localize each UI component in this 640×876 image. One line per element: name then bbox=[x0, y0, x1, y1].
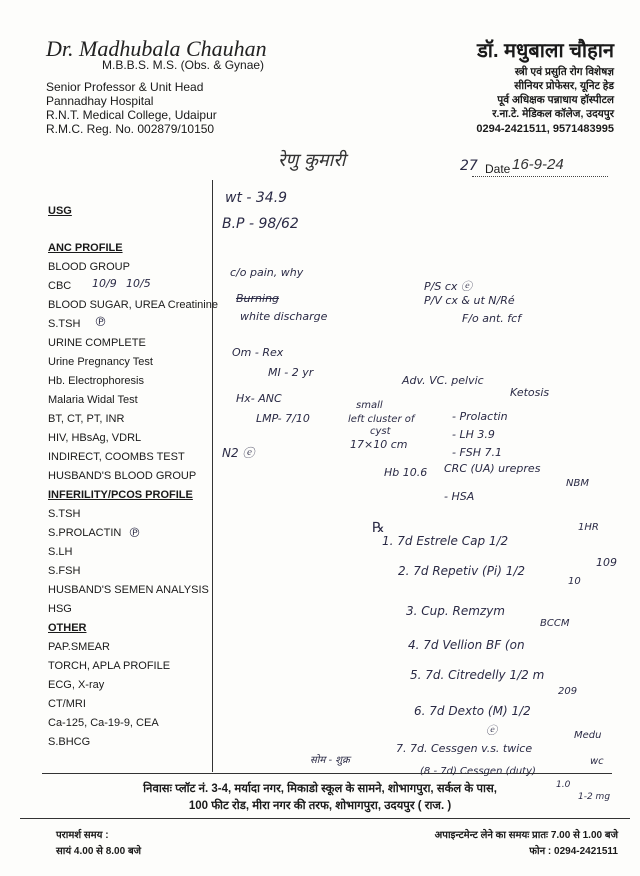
history-2: MI - 2 yr bbox=[268, 366, 314, 379]
rx-line-5-qty: 209 bbox=[558, 686, 578, 697]
consult-time: सायं 4.00 से 8.00 बजे bbox=[56, 846, 142, 857]
checklist-item: Malaria Widal Test bbox=[48, 394, 138, 406]
specialty-hindi: स्त्री एवं प्रसुति रोग विशेषज्ञ bbox=[514, 66, 614, 78]
doctor-header-hindi bbox=[424, 36, 614, 135]
advice-prolactin: - Prolactin bbox=[452, 410, 508, 423]
margin-note: N2 ⓔ bbox=[222, 446, 255, 460]
advice-2: Ketosis bbox=[510, 386, 550, 399]
checklist-item: ECG, X-ray bbox=[48, 679, 105, 691]
cbc-annotation-2: 10/5 bbox=[126, 277, 151, 290]
complaint-3: white discharge bbox=[240, 310, 328, 323]
rx-symbol: ℞ bbox=[372, 520, 385, 536]
history-1: Om - Rex bbox=[232, 346, 284, 359]
checklist-item: HSG bbox=[48, 603, 72, 615]
appointment-info bbox=[435, 828, 618, 860]
checklist-item: Ca-125, Ca-19-9, CEA bbox=[48, 717, 159, 729]
rx-line-3: 3. Cup. Remzym bbox=[406, 604, 505, 618]
exam-3: F/o ant. fcf bbox=[462, 312, 522, 325]
doctor-details-hindi bbox=[424, 65, 614, 121]
tsh-annotation: ℗ bbox=[94, 315, 107, 330]
complaint-1: c/o pain, why bbox=[230, 266, 304, 279]
college-hindi: र.ना.टे. मेडिकल कॉलेज, उदयपुर bbox=[492, 108, 614, 120]
rx-line-8-dose: 1.0 bbox=[556, 780, 571, 790]
doctor-name-english: Dr. Madhubala Chauhan bbox=[46, 36, 267, 61]
checklist-item: USG bbox=[48, 205, 72, 217]
rx-line-7-note-2: wc bbox=[590, 756, 604, 767]
checklist-item: INFERILITY/PCOS PROFILE bbox=[48, 489, 193, 501]
doctor-name-hindi: डॉ. मधुबाला चौहान bbox=[477, 40, 614, 62]
usg-note-1: small bbox=[356, 400, 383, 411]
date-prefix: 27 bbox=[460, 158, 478, 174]
address-line-2: 100 फीट रोड, मीरा नगर की तरफ, शोभागपुरा, उदयपुर ( राज. ) bbox=[188, 800, 452, 812]
rx-line-2: 2. 7d Repetiv (Pi) 1/2 bbox=[398, 564, 526, 578]
nbm-note: NBM bbox=[566, 478, 589, 489]
checklist-item: HUSBAND'S BLOOD GROUP bbox=[48, 470, 197, 482]
address-line-1: निवासः प्लॉट नं. 3-4, मर्यादा नगर, मिकाडो स्कूल के सामने, शोभागपुरा, सर्कल के पास, bbox=[143, 783, 497, 795]
checklist-item: Hb. Electrophoresis bbox=[48, 375, 144, 387]
exam-2: P/V cx & ut N/Ré bbox=[424, 294, 515, 307]
usg-note-4: 17×10 cm bbox=[350, 438, 408, 451]
rx-line-1: 1. 7d Estrele Cap 1/2 bbox=[382, 534, 509, 548]
exam-1: P/S cx ⓔ bbox=[424, 280, 472, 293]
hospital: Pannadhay Hospital bbox=[46, 94, 154, 108]
appointment-time: अपाइन्टमेन्ट लेने का समयः प्रातः 7.00 से 1.00 बजे bbox=[434, 830, 618, 841]
college: R.N.T. Medical College, Udaipur bbox=[46, 108, 217, 122]
hospital-hindi: पूर्व अधिक्षक पन्नाधाय हॉस्पीटल bbox=[497, 94, 614, 106]
rx-line-2-dose: 10 bbox=[568, 576, 581, 587]
date-underline bbox=[472, 176, 608, 177]
date-value: 16-9-24 bbox=[512, 156, 564, 173]
checklist-item: OTHER bbox=[48, 622, 87, 634]
checklist-item: BLOOD SUGAR, UREA Creatinine bbox=[48, 299, 218, 311]
patient-name: रेणु कुमारी bbox=[278, 150, 346, 171]
rx-line-2-qty: 109 bbox=[596, 556, 617, 569]
rx-line-7-note: Medu bbox=[574, 730, 602, 741]
checklist-item: S.TSH bbox=[48, 318, 81, 330]
checklist-item: BLOOD GROUP bbox=[48, 261, 130, 273]
rx-line-5: 5. 7d. Citredelly 1/2 m bbox=[410, 668, 545, 682]
history-3: Hx- ANC bbox=[236, 392, 282, 405]
hb-note: Hb 10.6 bbox=[384, 466, 428, 479]
advice-lh: - LH 3.9 bbox=[452, 428, 495, 441]
checklist-item: HIV, HBsAg, VDRL bbox=[48, 432, 142, 444]
cbc-annotation: 10/9 bbox=[92, 277, 117, 290]
footer-divider bbox=[20, 818, 630, 819]
rx-line-1-dose: 1HR bbox=[578, 522, 599, 533]
registration-number: R.M.C. Reg. No. 002879/10150 bbox=[46, 122, 215, 136]
clinic-phone: फोन : 0294-2421511 bbox=[529, 846, 618, 857]
weight-note: wt - 34.9 bbox=[225, 190, 288, 206]
rx-line-7: 7. 7d. Cessgen v.s. twice bbox=[396, 742, 533, 755]
rx-line-4: 4. 7d Vellion BF (on bbox=[408, 638, 525, 652]
column-divider bbox=[212, 180, 213, 772]
checklist-item: S.BHCG bbox=[48, 736, 91, 748]
doctor-phone: 0294-2421511, 9571483995 bbox=[476, 123, 614, 135]
designation: Senior Professor & Unit Head bbox=[46, 80, 204, 94]
checklist-item: BT, CT, PT, INR bbox=[48, 413, 125, 425]
doctor-degree: M.B.B.S. M.S. (Obs. & Gynae) bbox=[102, 58, 265, 72]
checklist-item: Urine Pregnancy Test bbox=[48, 356, 153, 368]
checklist-item: ANC PROFILE bbox=[48, 242, 123, 254]
rx-line-8-dose-2: 1-2 mg bbox=[578, 792, 611, 802]
rx-line-6-note: ⓔ bbox=[486, 724, 497, 737]
date-label: Date bbox=[485, 162, 511, 176]
history-4: LMP- 7/10 bbox=[256, 412, 310, 425]
rx-line-3-dose: BCCM bbox=[540, 618, 570, 629]
doctor-details-english bbox=[46, 80, 217, 136]
checklist-item: HUSBAND'S SEMEN ANALYSIS bbox=[48, 584, 209, 596]
usg-note-3: cyst bbox=[370, 426, 391, 437]
checklist-item: INDIRECT, COOMBS TEST bbox=[48, 451, 185, 463]
crc-note: CRC (UA) urepres bbox=[444, 462, 541, 475]
consultation-timing bbox=[56, 828, 141, 860]
checklist-item: URINE COMPLETE bbox=[48, 337, 146, 349]
complaint-2: Burning bbox=[236, 292, 280, 305]
day-note: सोम - शुक्र bbox=[310, 755, 350, 766]
checklist-item: S.LH bbox=[48, 546, 73, 558]
checklist-item: PAP.SMEAR bbox=[48, 641, 110, 653]
bp-note: B.P - 98/62 bbox=[222, 216, 299, 232]
checklist-item: CT/MRI bbox=[48, 698, 86, 710]
advice-fsh: - FSH 7.1 bbox=[452, 446, 503, 459]
advice-1: Adv. VC. pelvic bbox=[402, 374, 484, 387]
hsa-note: - HSA bbox=[444, 490, 475, 503]
doctor-header-english bbox=[46, 36, 306, 136]
address-divider bbox=[42, 773, 612, 774]
prolactin-annotation: ℗ bbox=[128, 526, 141, 541]
checklist-item: TORCH, APLA PROFILE bbox=[48, 660, 171, 672]
consult-label: परामर्श समय : bbox=[56, 830, 109, 841]
rx-line-6: 6. 7d Dexto (M) 1/2 bbox=[414, 704, 531, 718]
checklist-item: S.TSH bbox=[48, 508, 81, 520]
checklist-item: S.FSH bbox=[48, 565, 81, 577]
rx-line-8: (8 - 7d) Cessgen (duty) bbox=[420, 766, 536, 777]
usg-note-2: left cluster of bbox=[348, 414, 415, 425]
designation-hindi: सीनियर प्रोफेसर, यूनिट हेड bbox=[514, 80, 614, 92]
checklist-item: S.PROLACTIN bbox=[48, 527, 122, 539]
checklist-item: CBC bbox=[48, 280, 72, 292]
